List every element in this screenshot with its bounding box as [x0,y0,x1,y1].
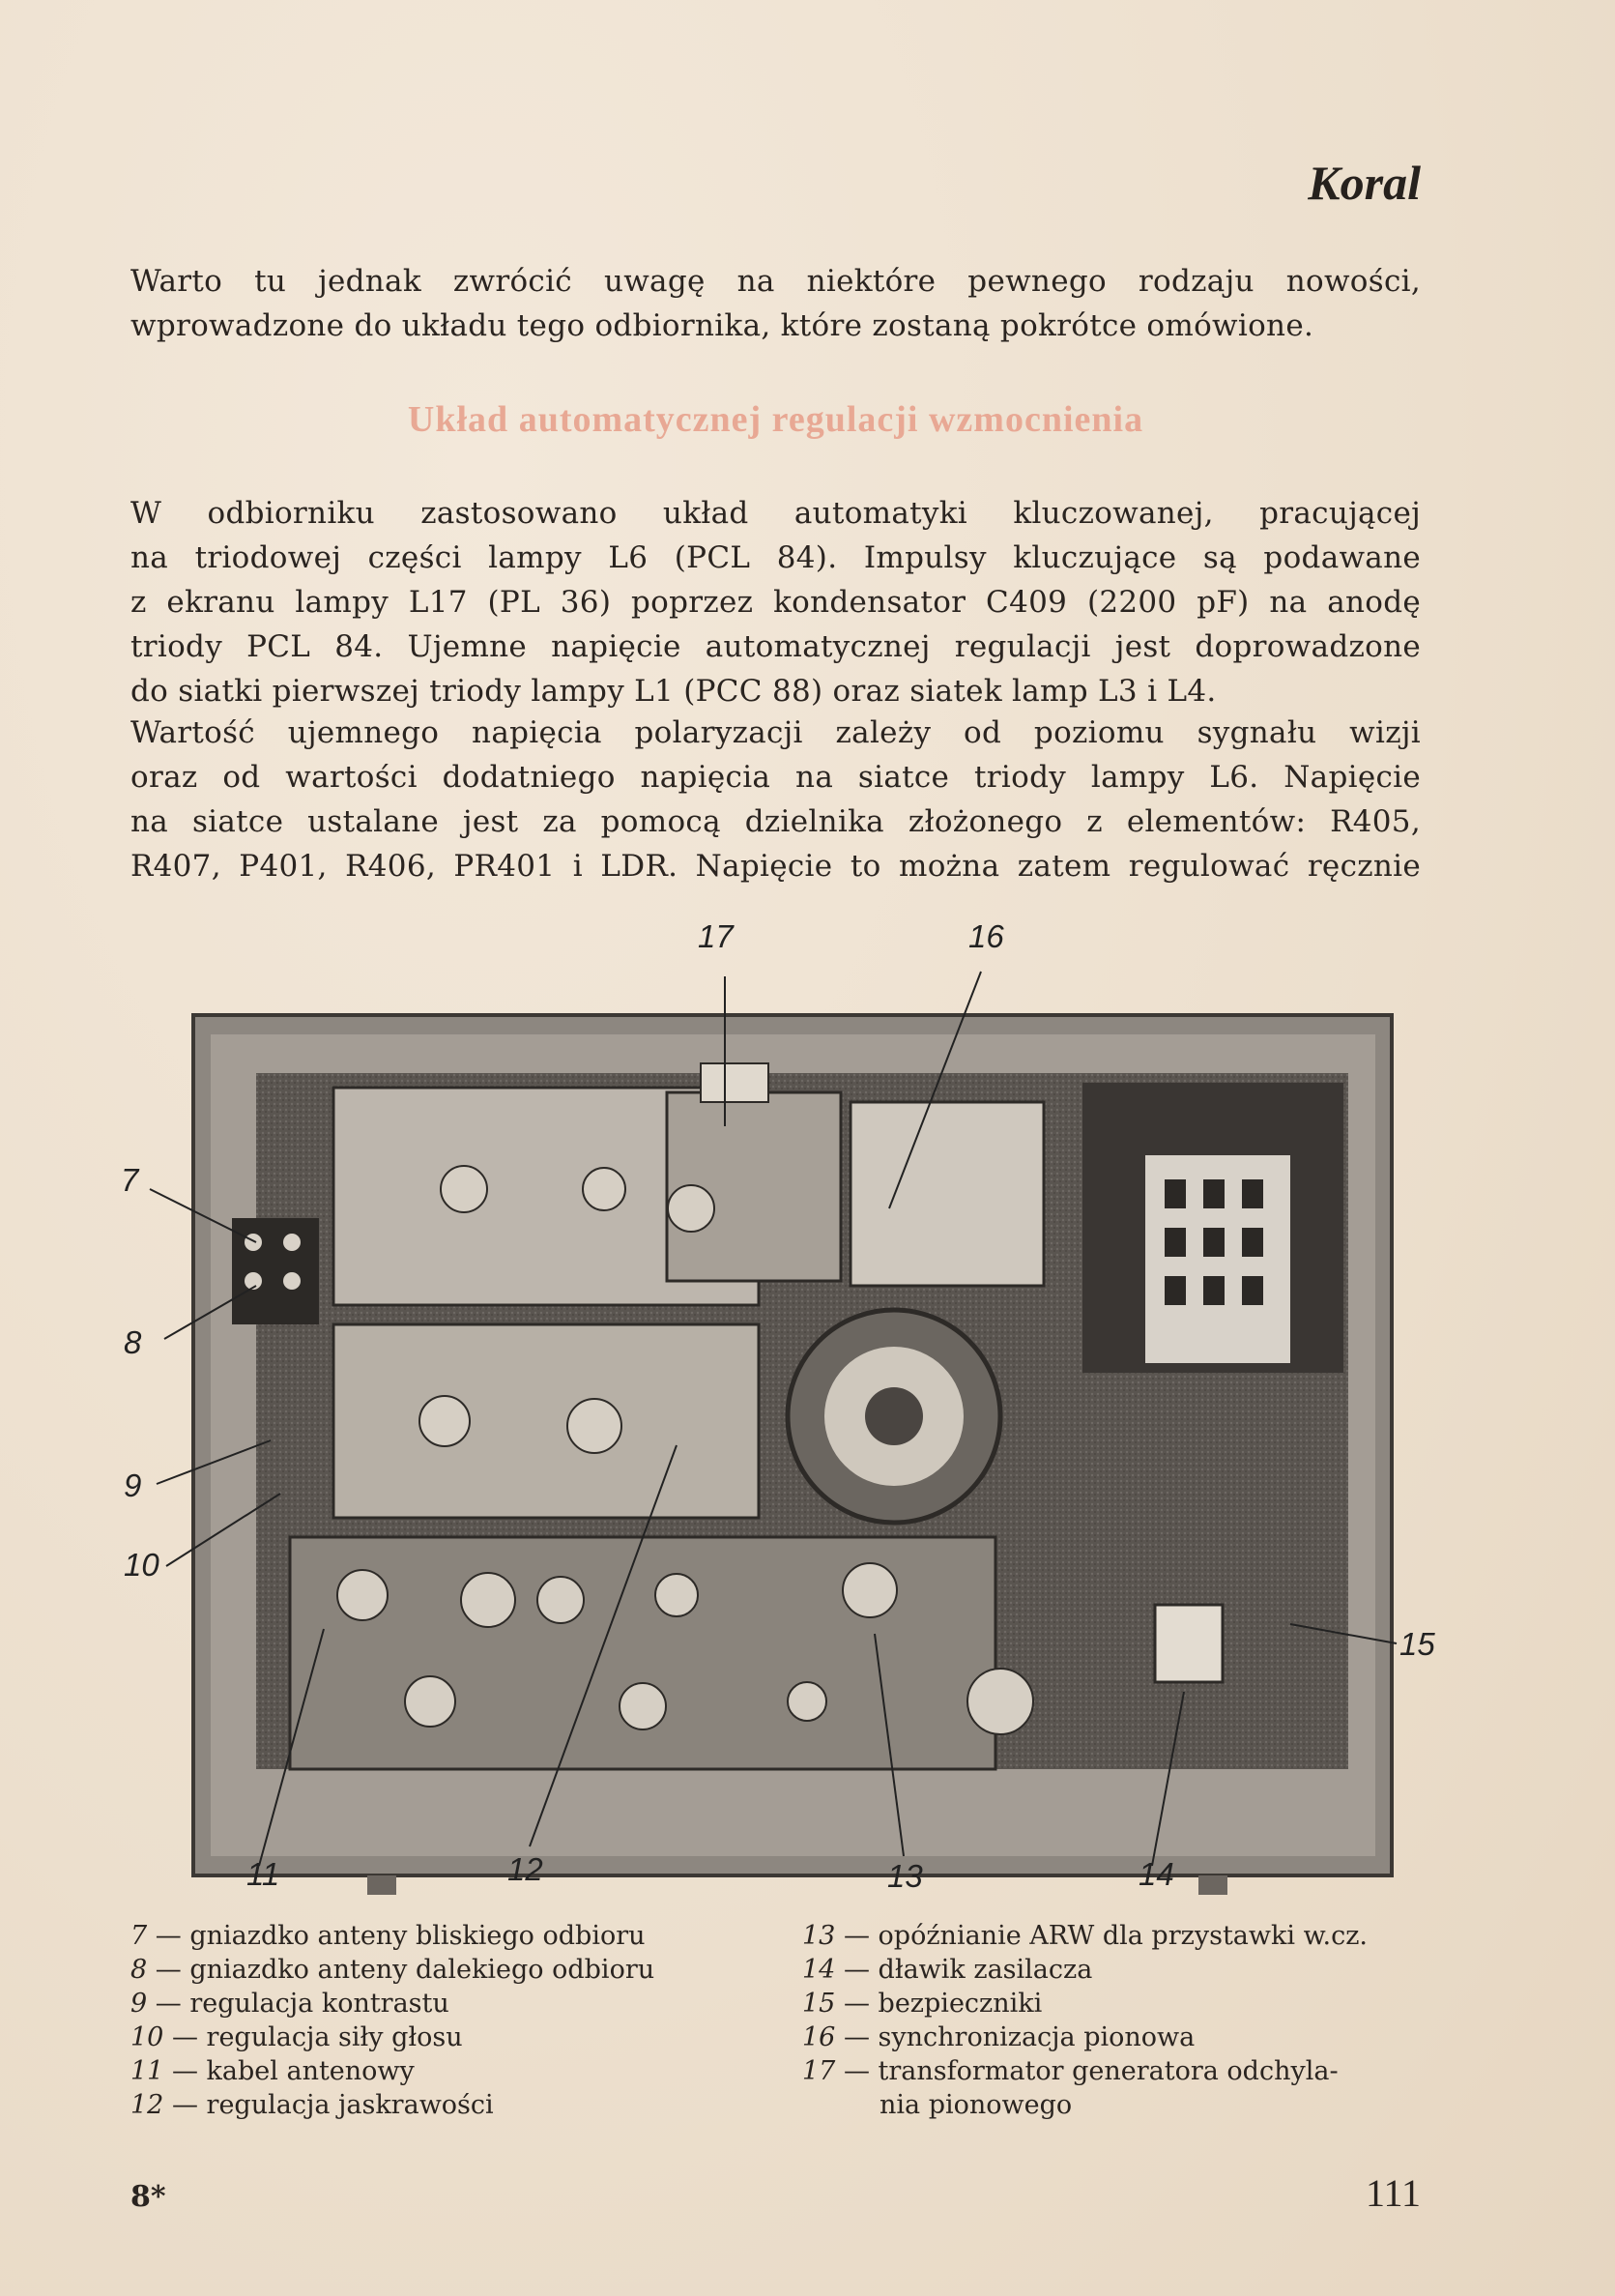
callout-7: 7 [121,1162,139,1198]
intro-line: wprowadzone do układu tego odbiornika, które zostaną pokrótce omówione. [130,308,1314,343]
running-head: Koral [1308,156,1421,210]
p1-line: z ekranu lampy L17 (PL 36) poprzez kondensator C409 (2200 pF) na anodę [130,585,1421,620]
p2-line: oraz od wartości dodatniego napięcia na siatce triody lampy L6. Napięcie [130,760,1421,795]
p1-line: triody PCL 84. Ujemne napięcie automatycznej regulacji jest doprowadzone [130,629,1421,664]
p2-line: Wartość ujemnego napięcia polaryzacji zależy od poziomu sygnału wizji [130,715,1421,750]
legend-item: 8 — gniazdko anteny dalekiego odbioru [130,1955,655,1985]
callout-12: 12 [507,1851,543,1887]
legend-item: 17 — transformator generatora odchyla- [802,2056,1339,2086]
legend-left [130,1919,759,2122]
legend-item: 11 — kabel antenowy [130,2056,415,2086]
callout-16: 16 [968,918,1004,954]
callout-9: 9 [124,1468,142,1503]
p2-line: na siatce ustalane jest za pomocą dzielnika złożonego z elementów: R405, [130,804,1421,839]
printer-signature: 8* [130,2180,166,2214]
legend-item: 7 — gniazdko anteny bliskiego odbioru [130,1921,646,1951]
page-number: 111 [1365,2171,1421,2215]
legend-item: 14 — dławik zasilacza [802,1955,1093,1985]
callout-15: 15 [1399,1626,1435,1662]
paragraph-1 [130,491,1421,713]
intro-paragraph [130,259,1421,348]
intro-line: Warto tu jednak zwrócić uwagę na niektóre pewnego rodzaju nowości, [130,264,1421,299]
callout-17: 17 [698,918,734,954]
p1-line: W odbiorniku zastosowano układ automatyki kluczowanej, pracującej [130,496,1421,531]
section-heading: Układ automatycznej regulacji wzmocnienia [407,399,1144,440]
legend-item-continuation: nia pionowego [880,2090,1073,2120]
legend-item: 13 — opóźnianie ARW dla przystawki w.cz. [802,1921,1369,1951]
legend-item: 10 — regulacja siły głosu [130,2022,463,2052]
legend-item: 12 — regulacja jaskrawości [130,2090,494,2120]
chassis-photo [0,899,1615,1895]
p1-line: na triodowej części lampy L6 (PCL 84). Impulsy kluczujące są podawane [130,540,1421,575]
legend-item: 16 — synchronizacja pionowa [802,2022,1196,2052]
paragraph-2 [130,711,1421,888]
p2-line: R407, P401, R406, PR401 i LDR. Napięcie to można zatem regulować ręcznie [130,849,1421,884]
callout-13: 13 [887,1858,923,1894]
callout-14: 14 [1139,1856,1174,1892]
callout-8: 8 [124,1324,142,1360]
p1-line: do siatki pierwszej triody lampy L1 (PCC 88) oraz siatek lamp L3 i L4. [130,674,1217,709]
legend-right [802,1919,1421,2122]
legend-item: 9 — regulacja kontrastu [130,1989,449,2019]
callout-11: 11 [246,1856,280,1892]
callout-10: 10 [124,1547,159,1583]
legend-item: 15 — bezpieczniki [802,1989,1043,2019]
chassis-photo-figure [0,899,1615,1895]
